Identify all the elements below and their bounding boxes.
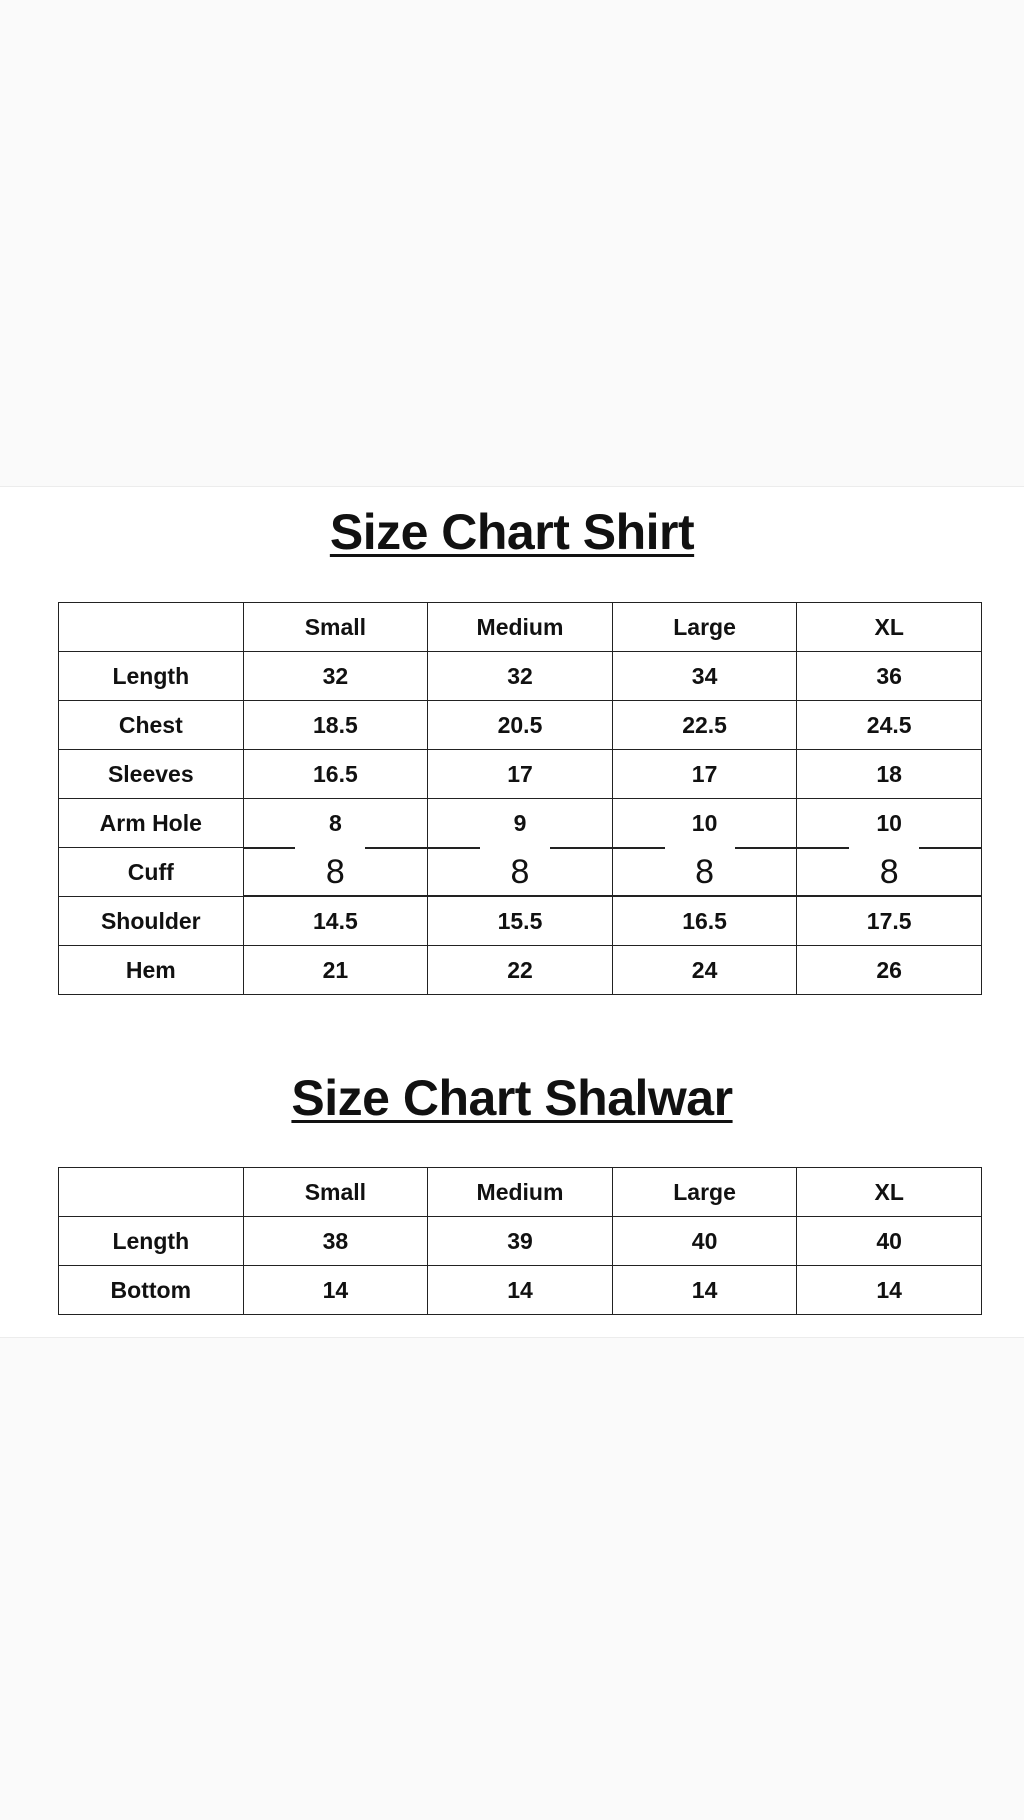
header-cell-empty	[59, 603, 244, 652]
row-label: Bottom	[59, 1266, 244, 1315]
table-cell: 20.5	[428, 701, 613, 750]
table-cell: 16.5	[612, 897, 797, 946]
row-label: Hem	[59, 946, 244, 995]
table-cell: 14	[428, 1266, 613, 1315]
table-cell: 8	[243, 848, 428, 897]
table-row-arm-hole	[59, 799, 982, 848]
table-cell: 17	[428, 750, 613, 799]
table-row-shoulder	[59, 897, 982, 946]
table-cell: 10	[797, 799, 982, 848]
table-header-row	[59, 1168, 982, 1217]
table-cell: 17.5	[797, 897, 982, 946]
table-cell: 8	[428, 848, 613, 897]
size-chart-card	[0, 486, 1024, 1338]
header-cell-xl: XL	[797, 603, 982, 652]
table-cell: 24.5	[797, 701, 982, 750]
header-cell-small: Small	[243, 1168, 428, 1217]
header-cell-medium: Medium	[428, 1168, 613, 1217]
table-cell: 18.5	[243, 701, 428, 750]
table-cell: 8	[612, 848, 797, 897]
shirt-size-chart-title: Size Chart Shirt	[329, 504, 695, 560]
table-row-length	[59, 652, 982, 701]
table-cell: 36	[797, 652, 982, 701]
table-cell: 40	[612, 1217, 797, 1266]
table-cell: 14.5	[243, 897, 428, 946]
table-cell: 14	[797, 1266, 982, 1315]
shalwar-size-chart-title: Size Chart Shalwar	[291, 1070, 733, 1126]
table-cell: 22.5	[612, 701, 797, 750]
table-cell: 32	[243, 652, 428, 701]
header-cell-large: Large	[612, 1168, 797, 1217]
header-cell-xl: XL	[797, 1168, 982, 1217]
table-cell: 38	[243, 1217, 428, 1266]
row-label: Chest	[59, 701, 244, 750]
row-label: Cuff	[59, 848, 244, 897]
shalwar-size-table	[58, 1167, 982, 1315]
table-cell: 18	[797, 750, 982, 799]
table-cell: 15.5	[428, 897, 613, 946]
table-cell: 14	[612, 1266, 797, 1315]
table-cell: 16.5	[243, 750, 428, 799]
table-row-cuff	[59, 848, 982, 897]
row-label: Length	[59, 652, 244, 701]
table-cell: 8	[797, 848, 982, 897]
shirt-size-table	[58, 602, 982, 995]
row-label: Arm Hole	[59, 799, 244, 848]
table-row-hem	[59, 946, 982, 995]
table-cell: 24	[612, 946, 797, 995]
row-label: Sleeves	[59, 750, 244, 799]
table-cell: 9	[428, 799, 613, 848]
table-cell: 8	[243, 799, 428, 848]
header-cell-empty	[59, 1168, 244, 1217]
table-cell: 22	[428, 946, 613, 995]
header-cell-large: Large	[612, 603, 797, 652]
table-row-bottom	[59, 1266, 982, 1315]
table-cell: 17	[612, 750, 797, 799]
row-label: Length	[59, 1217, 244, 1266]
header-cell-medium: Medium	[428, 603, 613, 652]
table-cell: 26	[797, 946, 982, 995]
table-cell: 34	[612, 652, 797, 701]
header-cell-small: Small	[243, 603, 428, 652]
table-header-row	[59, 603, 982, 652]
table-cell: 32	[428, 652, 613, 701]
table-cell: 10	[612, 799, 797, 848]
table-row-sleeves	[59, 750, 982, 799]
table-cell: 39	[428, 1217, 613, 1266]
row-label: Shoulder	[59, 897, 244, 946]
table-cell: 14	[243, 1266, 428, 1315]
table-row-chest	[59, 701, 982, 750]
table-cell: 21	[243, 946, 428, 995]
table-cell: 40	[797, 1217, 982, 1266]
table-row-length	[59, 1217, 982, 1266]
